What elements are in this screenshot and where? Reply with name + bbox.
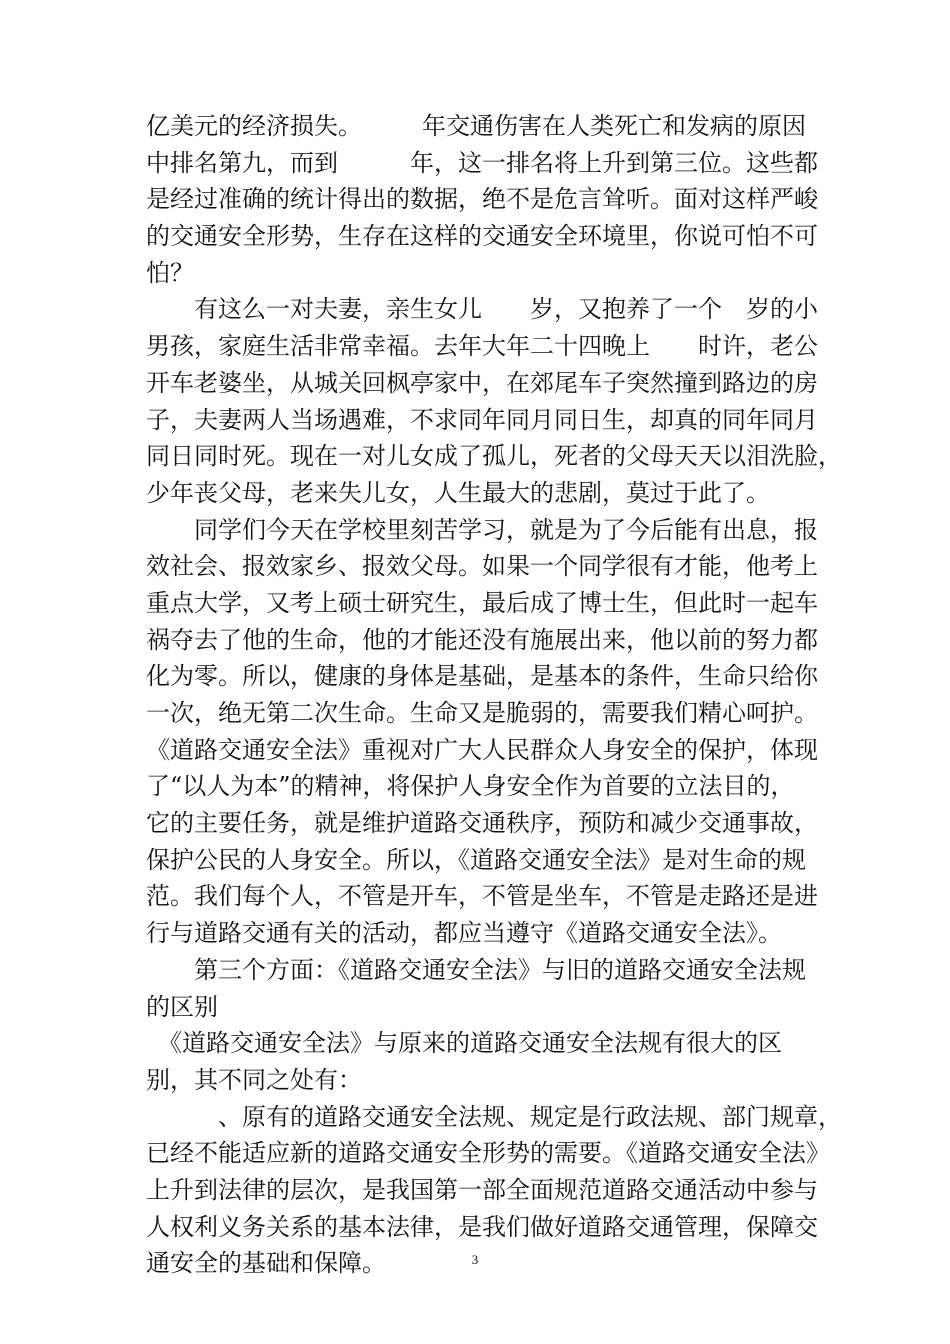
text-line: 是经过准确的统计得出的数据，绝不是危言耸听。面对这样严峻 [146,185,818,214]
page-number: 3 [471,1252,479,1267]
text-line: 通安全的基础和保障。 [146,1249,386,1278]
text-line: 《道路交通安全法》与原来的道路交通安全法规有很大的区 [146,1029,782,1058]
text-line: 范。我们每个人，不管是开车，不管是坐车，不管是走路还是进 [146,882,818,911]
text-line: 重点大学，又考上硕士研究生，最后成了博士生，但此时一起车 [146,588,818,617]
text-line: 开车老婆坐，从城关回枫亭家中，在郊尾车子突然撞到路边的房 [146,368,818,397]
text-line: 人权利义务关系的基本法律，是我们做好道路交通管理，保障交 [146,1212,818,1241]
text-line: 少年丧父母，老来失儿女，人生最大的悲剧，莫过于此了。 [146,478,770,507]
text-line: 祸夺去了他的生命，他的才能还没有施展出来，他以前的努力都 [146,625,818,654]
text-line: 子，夫妻两人当场遇难，不求同年同月同日生，却真的同年同月 [146,405,818,434]
text-line: 《道路交通安全法》重视对广大人民群众人身安全的保护，体现 [146,735,818,764]
text-line: 上升到法律的层次，是我国第一部全面规范道路交通活动中参与 [146,1175,818,1204]
text-line: 亿美元的经济损失。 年交通伤害在人类死亡和发病的原因 [146,112,806,140]
text-line: 的区别 [146,992,218,1021]
text-line: 别，其不同之处有： [146,1065,362,1094]
text-line: 同日同时死。现在一对儿女成了孤儿，死者的父母天天以泪洗脸， [146,442,842,471]
text-line: 的交通安全形势，生存在这样的交通安全环境里，你说可怕不可 [146,222,818,251]
text-line: 第三个方面：《道路交通安全法》与旧的道路交通安全法规 [146,955,806,984]
text-line: 了“以人为本”的精神，将保护人身安全作为首要的立法目的， [146,772,795,801]
text-line: 怕？ [146,258,194,287]
text-line: 化为零。所以，健康的身体是基础，是基本的条件，生命只给你 [146,662,818,691]
text-line: 它的主要任务，就是维护道路交通秩序，预防和减少交通事故， [146,809,818,838]
text-line: 同学们今天在学校里刻苦学习，就是为了今后能有出息，报 [146,515,818,544]
text-line: 效社会、报效家乡、报效父母。如果一个同学很有才能，他考上 [146,552,818,581]
text-line: 、原有的道路交通安全法规、规定是行政法规、部门规章， [146,1102,842,1131]
text-line: 已经不能适应新的道路交通安全形势的需要。《道路交通安全法》 [146,1139,830,1168]
text-line: 中排名第九，而到 年，这一排名将上升到第三位。这些都 [146,148,818,177]
text-line: 有这么一对夫妻，亲生女儿 岁，又抱养了一个 岁的小 [146,295,818,324]
body-text [146,108,842,1282]
text-line: 行与道路交通有关的活动，都应当遵守《道路交通安全法》。 [146,919,782,948]
text-line: 一次，绝无第二次生命。生命又是脆弱的，需要我们精心呵护。 [146,699,818,727]
text-line: 保护公民的人身安全。所以，《道路交通安全法》是对生命的规 [146,845,806,874]
text-line: 男孩，家庭生活非常幸福。去年大年二十四晚上 时许，老公 [146,332,818,361]
